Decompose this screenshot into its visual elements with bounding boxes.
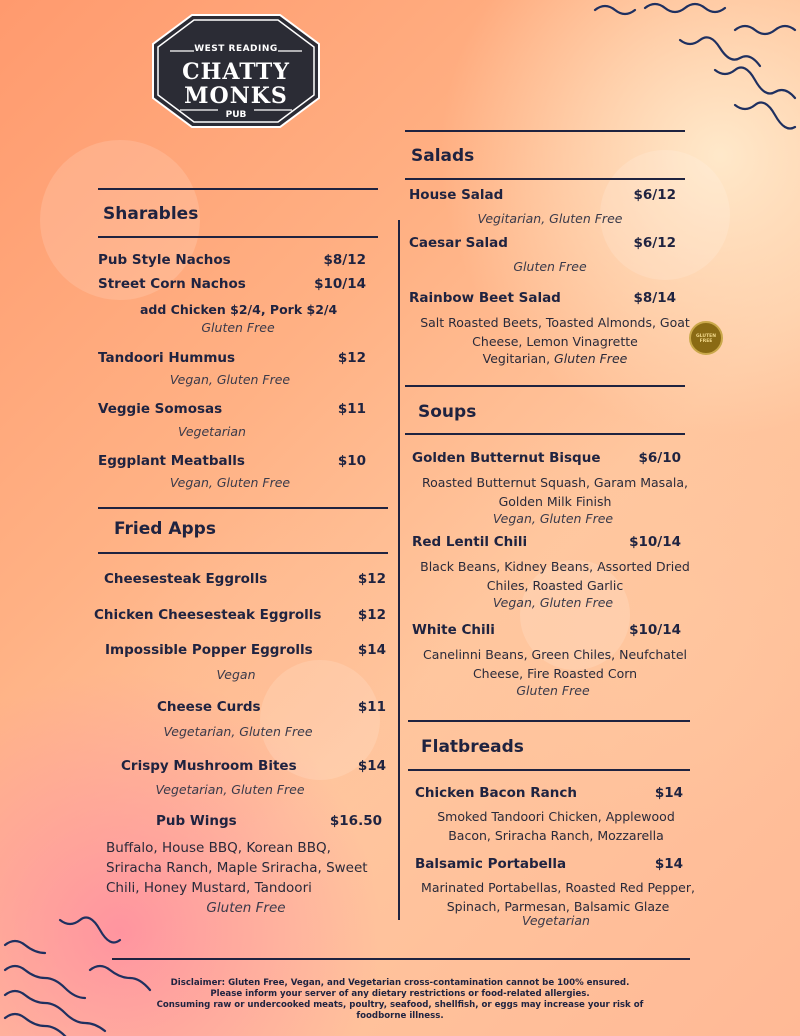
disclaimer-line: Disclaimer: Gluten Free, Vegan, and Vegetarian cross-contamination cannot be 100% ensured. <box>170 978 630 988</box>
logo-line1: CHATTY <box>182 59 290 85</box>
divider <box>98 552 388 554</box>
squiggle-decoration-top-right <box>585 0 800 150</box>
menu-item-name: Street Corn Nachos <box>98 276 246 292</box>
menu-item-price: $10/14 <box>629 534 681 550</box>
logo-bottom-text: PUB <box>225 110 247 120</box>
menu-item-price: $11 <box>357 699 386 715</box>
menu-item-note: Vegan, Gluten Free <box>169 475 291 490</box>
menu-item-name: Cheesesteak Eggrolls <box>104 571 268 587</box>
menu-item-description: Black Beans, Kidney Beans, Assorted Dried Chiles, Roasted Garlic <box>420 559 690 593</box>
menu-item-note-prefix: Vegitarian, <box>482 351 555 366</box>
menu-item-price: $14 <box>654 856 683 872</box>
menu-item-name: Pub Wings <box>156 813 237 829</box>
menu-item-name: Caesar Salad <box>409 235 508 251</box>
section-title-fried-apps: Fried Apps <box>114 519 216 539</box>
menu-item-name: Crispy Mushroom Bites <box>121 758 297 774</box>
menu-item-note: Vegan, Gluten Free <box>169 372 291 387</box>
menu-item-note-line <box>415 351 695 366</box>
menu-item-price: $14 <box>357 642 386 658</box>
menu-item-name: Pub Style Nachos <box>98 252 231 268</box>
menu-item-name: Veggie Somosas <box>98 401 223 417</box>
menu-item-note: Vegetarian <box>178 424 246 439</box>
divider <box>408 720 690 722</box>
divider <box>405 130 685 132</box>
disclaimer-line: Consuming raw or undercooked meats, poultry, seafood, shellfish, or eggs may increase your risk of <box>156 1000 644 1010</box>
logo-top-text: WEST READING <box>194 44 278 54</box>
menu-item-price: $12 <box>357 607 386 623</box>
menu-item-description: Marinated Portabellas, Roasted Red Pepper, Spinach, Parmesan, Balsamic Glaze <box>421 880 695 914</box>
divider <box>98 188 378 190</box>
menu-item-note: Vegan, Gluten Free <box>492 595 614 610</box>
menu-item-description: Smoked Tandoori Chicken, Applewood Bacon, Sriracha Ranch, Mozzarella <box>437 809 675 843</box>
menu-item-note: Vegan, Gluten Free <box>492 511 614 526</box>
logo-line2: MONKS <box>184 83 288 109</box>
menu-item-addon: add Chicken $2/4, Pork $2/4 <box>140 302 338 317</box>
menu-item-name: Golden Butternut Bisque <box>412 450 601 466</box>
menu-item-name: Eggplant Meatballs <box>98 453 245 469</box>
menu-item-note: Gluten Free <box>554 351 628 366</box>
menu-item-price: $8/12 <box>323 252 366 268</box>
divider <box>408 769 690 771</box>
menu-item-price: $8/14 <box>633 290 676 306</box>
gluten-free-badge-icon: GLUTEN FREE <box>689 321 723 355</box>
divider <box>98 236 378 238</box>
menu-item-name: Chicken Cheesesteak Eggrolls <box>94 607 322 623</box>
section-title-flatbreads: Flatbreads <box>421 737 524 757</box>
menu-item-note: Gluten Free <box>516 683 590 698</box>
menu-item-price: $12 <box>337 350 366 366</box>
column-divider <box>398 220 400 920</box>
menu-item-note: Vegetarian, Gluten Free <box>163 724 313 739</box>
divider <box>405 178 685 180</box>
menu-item-price: $10 <box>337 453 366 469</box>
menu-item-price: $16.50 <box>329 813 382 829</box>
menu-item-name: Red Lentil Chili <box>412 534 528 550</box>
section-title-salads: Salads <box>411 146 475 166</box>
divider <box>405 385 685 387</box>
disclaimer-line: foodborne illness. <box>356 1011 444 1021</box>
menu-item-price: $6/10 <box>638 450 681 466</box>
menu-item-price: $10/14 <box>629 622 681 638</box>
menu-item-note: Gluten Free <box>513 259 587 274</box>
logo <box>152 14 320 128</box>
menu-item-note: Gluten Free <box>206 900 286 916</box>
menu-item-note: Vegetarian, Gluten Free <box>155 782 305 797</box>
menu-item-price: $14 <box>357 758 386 774</box>
menu-item-name: Impossible Popper Eggrolls <box>105 642 313 658</box>
menu-item-price: $12 <box>357 571 386 587</box>
section-title-soups: Soups <box>418 402 477 422</box>
divider <box>405 433 685 435</box>
menu-item-name: Rainbow Beet Salad <box>409 290 561 306</box>
divider <box>98 507 388 509</box>
menu-item-description: Roasted Butternut Squash, Garam Masala, Golden Milk Finish <box>422 475 688 509</box>
menu-item-price: $10/14 <box>314 276 366 292</box>
menu-item-price: $14 <box>654 785 683 801</box>
menu-item-note: Gluten Free <box>201 320 275 335</box>
menu-item-name: Cheese Curds <box>157 699 261 715</box>
menu-item-description: Salt Roasted Beets, Toasted Almonds, Goat Cheese, Lemon Vinagrette <box>420 315 690 349</box>
menu-item-name: House Salad <box>409 187 504 203</box>
menu-item-price: $11 <box>337 401 366 417</box>
menu-item-description: Canelinni Beans, Green Chiles, Neufchatel Cheese, Fire Roasted Corn <box>422 647 687 681</box>
section-title-sharables: Sharables <box>103 204 199 224</box>
menu-item-name: Chicken Bacon Ranch <box>415 785 577 801</box>
menu-item-price: $6/12 <box>633 187 676 203</box>
menu-item-name: Balsamic Portabella <box>415 856 567 872</box>
disclaimer-line: Please inform your server of any dietary restrictions or food-related allergies. <box>210 989 590 999</box>
menu-item-note: Vegan <box>216 667 256 682</box>
menu-item-note: Vegitarian, Gluten Free <box>477 211 623 226</box>
menu-item-description: Buffalo, House BBQ, Korean BBQ, Sriracha Ranch, Maple Sriracha, Sweet Chili, Honey Mustard, Tandoori <box>106 840 368 896</box>
menu-item-note: Vegetarian <box>522 913 590 928</box>
disclaimer <box>90 978 710 1022</box>
footer-divider <box>112 958 690 960</box>
menu-item-price: $6/12 <box>633 235 676 251</box>
menu-item-name: Tandoori Hummus <box>98 350 236 366</box>
menu-item-name: White Chili <box>412 622 495 638</box>
